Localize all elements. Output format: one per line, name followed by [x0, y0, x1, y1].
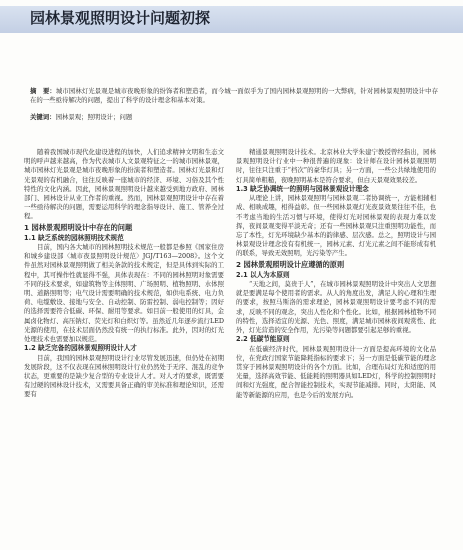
body-paragraph: 在低碳经济时代，园林景观照明设计一方面是提高环境的文化品位，在党政行国家节能降耗指标的要求下；另一方面是低碳节能的理念贯穿于园林景观照明设计的各个方面。比如，合理布局灯光和适度的用光量，选择高效节能、低能耗的照明器具如LED灯，科学的控制照明时间和灯光强度，配合智能控制技术，实现节能减排。同时，太阳能、风能等新能源的应用，也是今后的发展方向。 — [236, 344, 436, 399]
left-column — [24, 148, 224, 400]
subsection-heading: 1.2 缺乏完备的园林景观照明设计人才 — [24, 344, 137, 353]
section-heading: 1 园林景观照明设计中存在的问题 — [24, 222, 133, 232]
subsection-heading: 2.1 以人为本原则 — [236, 270, 290, 279]
body-paragraph: 目前，我国的园林景观照明设计行业尽管发展迅速，但仍处在初期发展阶段，这不仅表现在园林照明设计行业仍然处于无序、混乱的竞争状态，更重要的是缺少复合型的专业设计人才。对人才的要求，既需要有过硬的园林设计技术，又需要具备正确的审美标准和理论知识，还需要有 — [24, 353, 224, 399]
body-paragraph: 目前，国内各大城市的园林照明技术规范一般都是参照《国家住房和城乡建设部〈城市夜景照明设计规范〉JGJ/T163—2008》。这个文件虽然对园林景观照明做了相关条款的技术规定，但是具体到实际的工程中，其可操作性就显得不强，具体表现在：不同的园林照明对象需要不同的技术要求，如建筑物等主体照明、广场照明、植物照明、水体照明、道路照明等；电气设计需要明确的技术规范，如供电系统、电力负荷、电缆敷设、接地与安全、自动控制、防雷控制、弱电控制等；因好的选择需要符合低碳、环保、耐用等要求。如目前一般使用的灯具，金属卤化物灯、高压钠灯、荧光灯和白炽灯等。虽然近几年逐步流行LED光源的使用，在技术层面仍然没有统一的执行标准。此外，因对的灯光处理技术也需要加以规范。 — [24, 243, 224, 344]
body-paragraph: 从理论上讲，园林景观照明与园林景观二者协调统一，方能相辅相成、相映成趣，相得益彰。但一些园林景观灯光夜景效果往往不佳，也不考虑当地的生活习惯与环境，使得灯光对园林景观的表现力难以发挥，夜间景观变得平淡无奇；还有一些园林景观只注重照明功能性，而忘了本性，灯光环境缺少基本的韵律感、层次感。总之，照明设计与园林景观设计理念没有有机统一，园林元素、灯光元素之间不能形成有机的联系，导致无效照明，光污染等产生。 — [236, 194, 436, 258]
keywords — [30, 113, 438, 122]
article-title: 园林景观照明设计问题初探 — [30, 9, 211, 27]
body-paragraph: “天地之间，莫贵于人”，在城市园林景观照明设计中突出人文思想就是要满足每个使用者的需求。从人的角度出发，满足人的心理和生理的要求，按照马斯洛的需求理论，园林景观照明设计要考虑不同的需求，反映不同的观念，突出人性化和个性化。比如，根据园林植物不同的特性，选择适宜的光源、光色、照度，满足城市园林夜间观赏性、此外，灯光营造的安全作用，光污染等问题都要引起足够的重视。 — [236, 280, 436, 335]
abstract-text: 城市园林灯光景观是城市夜晚形象的纷饰者和塑造者，而今城一面似乎为了国内园林景观照明的一大弊病，针对园林景观照明设计中存在的一些亟待解决的问题，提出了科学的设计理念和基本对策。 — [30, 87, 439, 104]
keywords-label: 关键词： — [30, 113, 56, 121]
subsection-heading: 2.2 低碳节能原则 — [236, 335, 290, 344]
subsection-heading: 1.1 缺乏系统的园林照明技术规范 — [24, 233, 124, 242]
subsection-heading: 1.3 缺乏协调统一的照明与园林景观设计理念 — [236, 184, 369, 193]
keywords-text: 园林景观；照明设计；问题 — [55, 113, 133, 121]
abstract — [30, 87, 438, 104]
right-column — [236, 148, 436, 400]
abstract-label: 摘 要： — [30, 87, 56, 95]
body-paragraph: 精通景观照明设计技术。北京林业大学朱建宁教授曾经指出，园林景观照明设计行业中一种很普遍的现象：设计师在设计园林景观照明时，往往只注重于“档次”的豪华灯具；另一方面，一些公共绿地使用的灯具简单粗糙，夜晚照明基本是符合要求，但白天景观效果较差。 — [236, 148, 436, 184]
section-heading: 2 园林景观照明设计应遵循的原则 — [236, 259, 345, 269]
body-paragraph: 随着我国城市现代化建设进程的加快，人们追求精神文明和生态文明的呼声越来越高，作为代表城市人文景观特征之一的城市园林景观，城市园林灯光景观是城市夜晚形象的扮演者和塑造者。园林灯光景和灯光景观的有机融合，往往反映着一座城市的经济、环境、习俗及其个性特性的文化内涵。因此，园林景观照明设计越来越受到地方政府、园林部门、园林设计从业工作者的重视。然而，园林景观照明设计中存在着一些亟待解决的问题，需要运用科学的理念指导设计、施工、管养全过程。 — [24, 148, 224, 221]
